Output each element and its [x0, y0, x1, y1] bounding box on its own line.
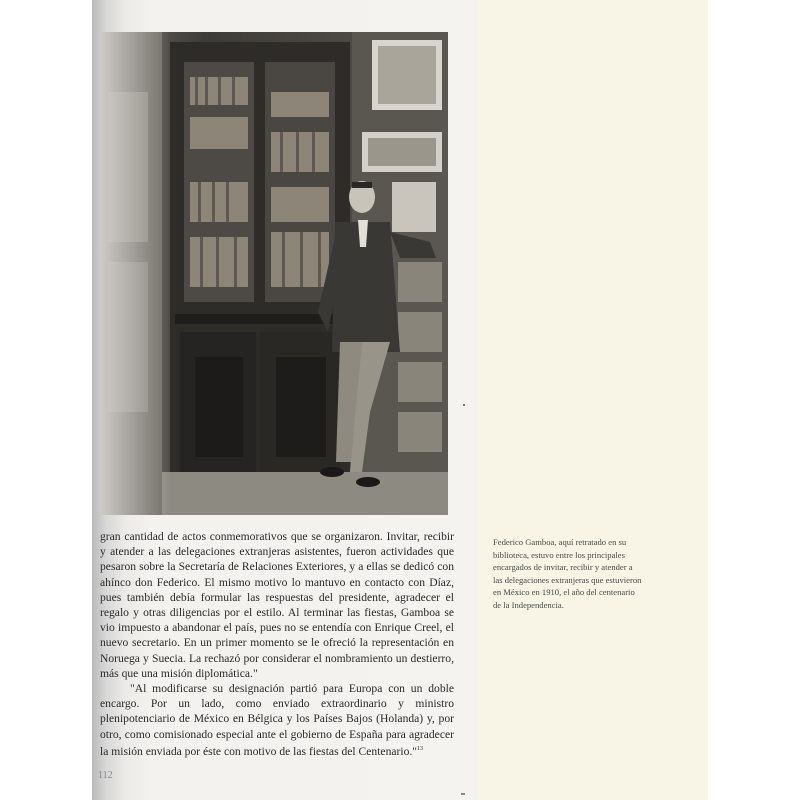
page-number: 112 — [98, 770, 113, 781]
body-paragraph-2 — [100, 681, 454, 759]
footnote-reference: 13 — [417, 745, 424, 752]
body-text — [100, 529, 454, 759]
page-mark-bottom — [461, 793, 465, 795]
body-paragraph-2-text: "Al modificarse su designación partió para Europa con un doble encargo. Por un lado, como enviado extraordinario y ministro plenipotenciario de México en Bélgica y los Países Bajos (Holanda) y, por otro, como comisionado especial ante el gobierno de España para agradecer la misión enviada por éste con motivo de las fiestas del Centenario." — [100, 682, 454, 758]
right-page — [478, 0, 708, 800]
photo-illustration — [100, 32, 448, 515]
right-margin — [708, 0, 800, 800]
page-mark — [463, 404, 465, 406]
library-photo — [100, 32, 448, 515]
left-margin — [0, 0, 92, 800]
body-paragraph-1: gran cantidad de actos conmemorativos que se organizaron. Invitar, recibir y atender a las delegaciones extranjeras asistentes, fueron actividades que pesaron sobre la Secretaría de Relaciones Exteriores, y a ellas se dedicó con ahínco don Federico. El mismo motivo lo mantuvo en contacto con Díaz, pues también debía formular las respuestas del presidente, agradecer el regalo y otras diligencias por el estilo. Al terminar las fiestas, Gamboa se vio impuesto a abandonar el país, pues no se entendía con Enrique Creel, el nuevo secretario. En un primer momento se le ofreció la representación en Noruega y Suecia. La rechazó por considerar el nombramiento un destierro, más que una misión diplomática." — [100, 530, 454, 680]
photo-caption: Federico Gamboa, aquí retratado en su biblioteca, estuvo entre los principales encargados de invitar, recibir y atender a las delegaciones extranjeras que estuvieron en México en 1910, el año del centenario de la Independencia. — [493, 537, 642, 610]
